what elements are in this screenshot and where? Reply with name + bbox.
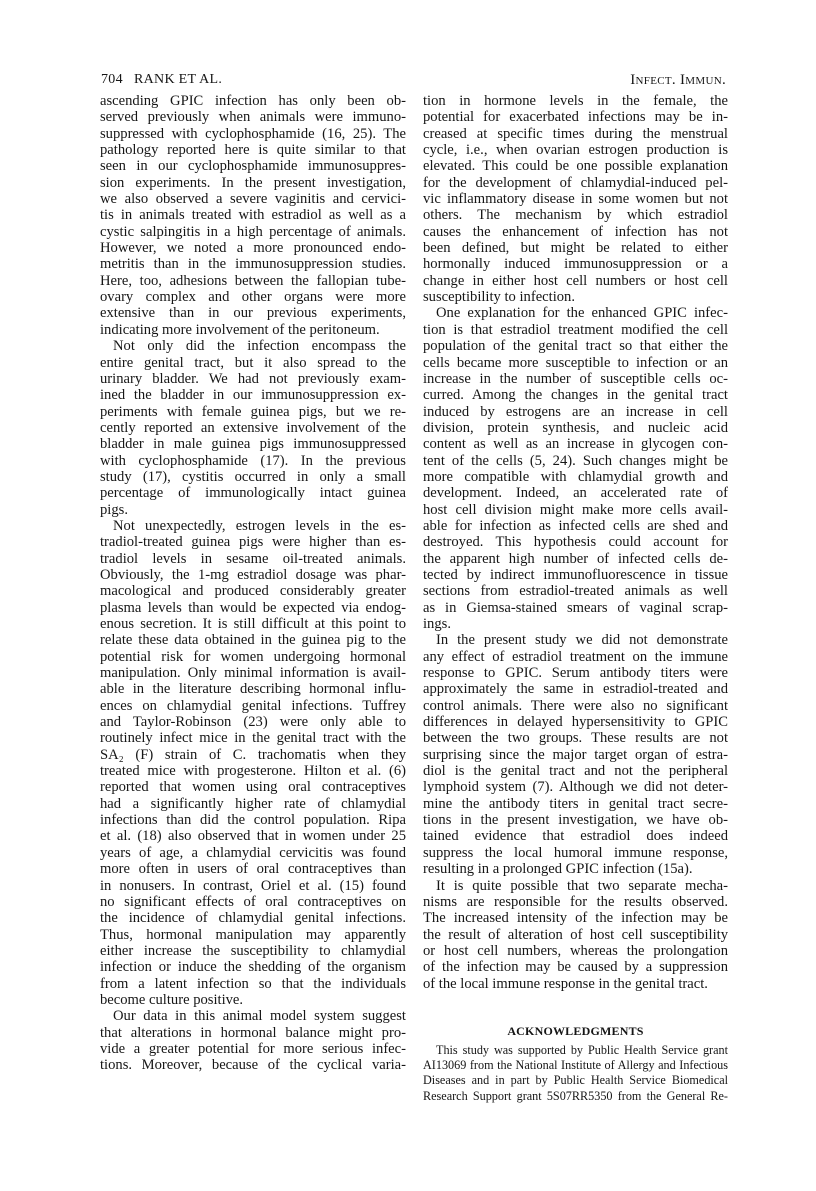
text-line: percentage of immunologically intact guinea [100, 485, 406, 502]
text-line: more compatible with chlamydial growth and [423, 468, 728, 485]
text-line: lymphoid system (7). Although we did not deter- [423, 779, 728, 796]
text-line: others. The mechanism by which estradiol [423, 207, 728, 224]
text-line: vide a greater potential for more serious infec- [100, 1040, 406, 1057]
text-line: relate these data obtained in the guinea pig to the [100, 632, 406, 649]
text-line: This study was supported by Public Health Service grant [436, 1043, 728, 1057]
text-line: periments with female guinea pigs, but we re- [100, 403, 406, 420]
text-line: as in Giemsa-stained smears of vaginal scrap- [423, 599, 728, 616]
text-line: causes the enhancement of infection has not [423, 223, 728, 240]
text-line: ences on chlamydial genital infections. Tuffrey [100, 697, 406, 714]
text-line: more often in users of oral contraceptives than [100, 861, 406, 878]
text-line: and Taylor-Robinson (23) were only able to [100, 714, 406, 731]
text-line: tradiol-treated guinea pigs were higher than es- [100, 534, 406, 551]
text-line: differences in delayed hypersensitivity to GPIC [423, 714, 728, 731]
text-line: entire genital tract, but it also spread to the [100, 354, 406, 371]
text-line: ings. [423, 616, 451, 632]
right-column [423, 93, 728, 992]
text-line: been defined, but might be related to either [423, 240, 728, 257]
text-line: curred. Among the changes in the genital tract [423, 387, 728, 404]
text-line: treated mice with progesterone. Hilton et al. (6) [100, 763, 406, 780]
text-line: tent of the cells (5, 24). Such changes might be [423, 452, 728, 469]
text-line: bladder in male guinea pigs immunosuppressed [100, 436, 406, 453]
paragraph [423, 1043, 728, 1104]
text-line: reported that women using oral contraceptives [100, 779, 406, 796]
text-line: mine the antibody titers in genital tract secre- [423, 795, 728, 812]
text-line: hormonally induced immunosuppression or a [423, 256, 728, 273]
text-line: ined the bladder in our immunosuppression ex- [100, 387, 406, 404]
text-line: of the infection may be caused by a suppression [423, 959, 728, 976]
text-line: Diseases and in part by Public Health Service Biomedical [423, 1073, 728, 1088]
text-line: Here, too, adhesions between the fallopian tube- [100, 272, 406, 289]
text-line: that alterations in hormonal balance might pro- [100, 1024, 406, 1041]
text-line: macological and produced considerably greater [100, 583, 406, 600]
paragraph [423, 305, 728, 632]
running-head-journal: Infect. Immun. [630, 72, 726, 88]
paragraph [100, 93, 406, 338]
text-line: induced by estrogens are an increase in cell [423, 403, 728, 420]
text-line: suppressed with cyclophosphamide (16, 25). The [100, 125, 406, 142]
acknowledgments-body [423, 1043, 728, 1104]
text-line: cystic salpingitis in a high percentage of animals. [100, 223, 406, 240]
text-line: routinely infect mice in the genital tract with the [100, 730, 406, 747]
text-line: tis in animals treated with estradiol as well as a [100, 207, 406, 224]
text-line: Our data in this animal model system suggest [113, 1008, 406, 1025]
text-line: infections than did the control population. Ripa [100, 812, 406, 829]
text-line: years of age, a chlamydial cervicitis was found [100, 844, 406, 861]
text-line: cently reported an extensive involvement of the [100, 419, 406, 436]
text-line: we also observed a severe vaginitis and cervici- [100, 191, 406, 208]
text-line: able for infection as infected cells are shed and [423, 517, 728, 534]
text-line: pigs. [100, 501, 128, 518]
text-line: susceptibility to infection. [423, 289, 575, 306]
text-line: manipulation. Only minimal information is avail- [100, 665, 406, 682]
text-line: for the development of chlamydial-induced pel- [423, 174, 728, 191]
text-line: tions. Moreover, because of the cyclical varia- [100, 1057, 406, 1074]
text-line: One explanation for the enhanced GPIC infec- [436, 305, 728, 322]
text-line: approximately the same in estradiol-treated and [423, 681, 728, 698]
text-line: elevated. This could be one possible explanation [423, 158, 728, 175]
text-line: tected by indirect immunofluorescence in tissue [423, 566, 728, 583]
text-line: cells became more susceptible to infection or an [423, 354, 728, 371]
text-line: creased at specific times during the menstrual [423, 125, 728, 142]
text-line: had a significantly higher rate of chlamydial [100, 795, 406, 812]
text-line: In the present study we did not demonstrate [436, 632, 728, 649]
text-line: in nonusers. In contrast, Oriel et al. (15) found [100, 877, 406, 894]
text-line: The increased intensity of the infection may be [423, 910, 728, 927]
text-line: division, protein synthesis, and nucleic acid [423, 419, 728, 436]
paragraph [100, 1008, 406, 1073]
text-line: potential for exacerbated infections may be in- [423, 109, 728, 126]
text-line: change in either host cell numbers or host cell [423, 272, 728, 289]
paragraph [423, 878, 728, 992]
text-line: tion is that estradiol treatment modified the cell [423, 321, 728, 338]
text-line: tion in hormone levels in the female, the [423, 93, 728, 109]
text-line: population of the genital tract so that either the [423, 338, 728, 355]
text-line: or host cell numbers, whereas the prolongation [423, 942, 728, 959]
text-line: urinary bladder. We had not previously exam- [100, 370, 406, 387]
text-line: development. Indeed, an accelerated rate of [423, 485, 728, 502]
text-line: become culture positive. [100, 991, 244, 1008]
text-line: tained evidence that estradiol does indeed [423, 828, 728, 845]
text-line: tradiol levels in sesame oil-treated animals. [100, 550, 406, 567]
text-line: metritis than in the immunosuppression studies. [100, 256, 406, 273]
paragraph [423, 632, 728, 877]
text-line: able in the literature describing hormonal influ- [100, 681, 406, 698]
text-line: sion experiments. In the present investigation, [100, 174, 406, 191]
text-line: host cell division might make more cells avail- [423, 501, 728, 518]
text-line: of the local immune response in the genital tract. [423, 975, 708, 992]
text-line: the result of alteration of host cell susceptibility [423, 926, 728, 943]
text-line: the incidence of chlamydial genital infections. [100, 910, 406, 927]
running-head-authors: RANK ET AL. [134, 72, 223, 87]
text-line: either increase the susceptibility to chlamydial [100, 942, 406, 959]
text-line: potential risk for women undergoing hormonal [100, 648, 406, 665]
text-line: between the two groups. These results are not [423, 730, 728, 747]
text-line: response to GPIC. Serum antibody titers were [423, 665, 728, 682]
text-line: Research Support grant 5S07RR5350 from the General Re- [423, 1088, 728, 1103]
text-line: et al. (18) also observed that in women under 25 [100, 828, 406, 845]
text-line: ovary complex and other organs were more [100, 289, 406, 306]
text-line: from a latent infection so that the individuals [100, 975, 406, 992]
text-line: ascending GPIC infection has only been ob- [100, 93, 406, 109]
text-line: increase in the number of susceptible cells oc- [423, 370, 728, 387]
text-line: study (17), cystitis occurred in only a small [100, 468, 406, 485]
text-line: the apparent high number of infected cells de- [423, 550, 728, 567]
text-line: However, we noted a more pronounced endo- [100, 240, 406, 257]
text-line: Not unexpectedly, estrogen levels in the es- [113, 517, 406, 534]
text-line: served previously when animals were immuno- [100, 109, 406, 126]
text-line: plasma levels than would be expected via endog- [100, 599, 406, 616]
text-line: content as well as an increase in glycogen con- [423, 436, 728, 453]
paragraph [100, 338, 406, 518]
text-line: Thus, hormonal manipulation may apparently [100, 926, 406, 943]
text-line: control animals. There were also no significant [423, 697, 728, 714]
text-line: tions in the present investigation, we have ob- [423, 812, 728, 829]
left-column [100, 93, 406, 1074]
text-line: destroyed. This hypothesis could account for [423, 534, 728, 551]
text-line: any effect of estradiol treatment on the immune [423, 648, 728, 665]
text-line: SA₂ (F) strain of C. trachomatis when they [100, 746, 406, 763]
page-number: 704 [101, 72, 123, 87]
text-line: It is quite possible that two separate mecha- [436, 877, 728, 894]
text-line: indicating more involvement of the peritoneum. [100, 321, 380, 338]
text-line: diol is the genital tract and not the peripheral [423, 763, 728, 780]
acknowledgments-heading: ACKNOWLEDGMENTS [507, 1024, 644, 1038]
text-line: resulting in a prolonged GPIC infection (15a). [423, 861, 693, 878]
text-line: seen in our cyclophosphamide immunosuppres- [100, 158, 406, 175]
text-line: with cyclophosphamide (17). In the previous [100, 452, 406, 469]
text-line: pathology reported here is quite similar to that [100, 142, 406, 159]
text-line: enous secretion. It is still difficult at this point to [100, 616, 406, 632]
text-line: Not only did the infection encompass the [113, 338, 406, 355]
text-line: no significant effects of oral contraceptives on [100, 893, 406, 910]
text-line: suppress the local humoral immune response, [423, 844, 728, 861]
text-line: vic inflammatory disease in some women but not [423, 191, 728, 208]
text-line: surprising since the major target organ of estra- [423, 746, 728, 763]
text-line: extensive than in our previous experiments, [100, 305, 406, 322]
text-line: infection or induce the shedding of the organism [100, 959, 406, 976]
text-line: sections from estradiol-treated animals as well [423, 583, 728, 600]
paragraph [423, 93, 728, 305]
text-line: Obviously, the 1-mg estradiol dosage was phar- [100, 566, 406, 583]
paragraph [100, 518, 406, 1008]
text-line: nisms are responsible for the results observed. [423, 893, 728, 910]
text-line: AI13069 from the National Institute of Allergy and Infectious [423, 1058, 728, 1073]
text-line: cycle, i.e., when ovarian estrogen production is [423, 142, 728, 159]
